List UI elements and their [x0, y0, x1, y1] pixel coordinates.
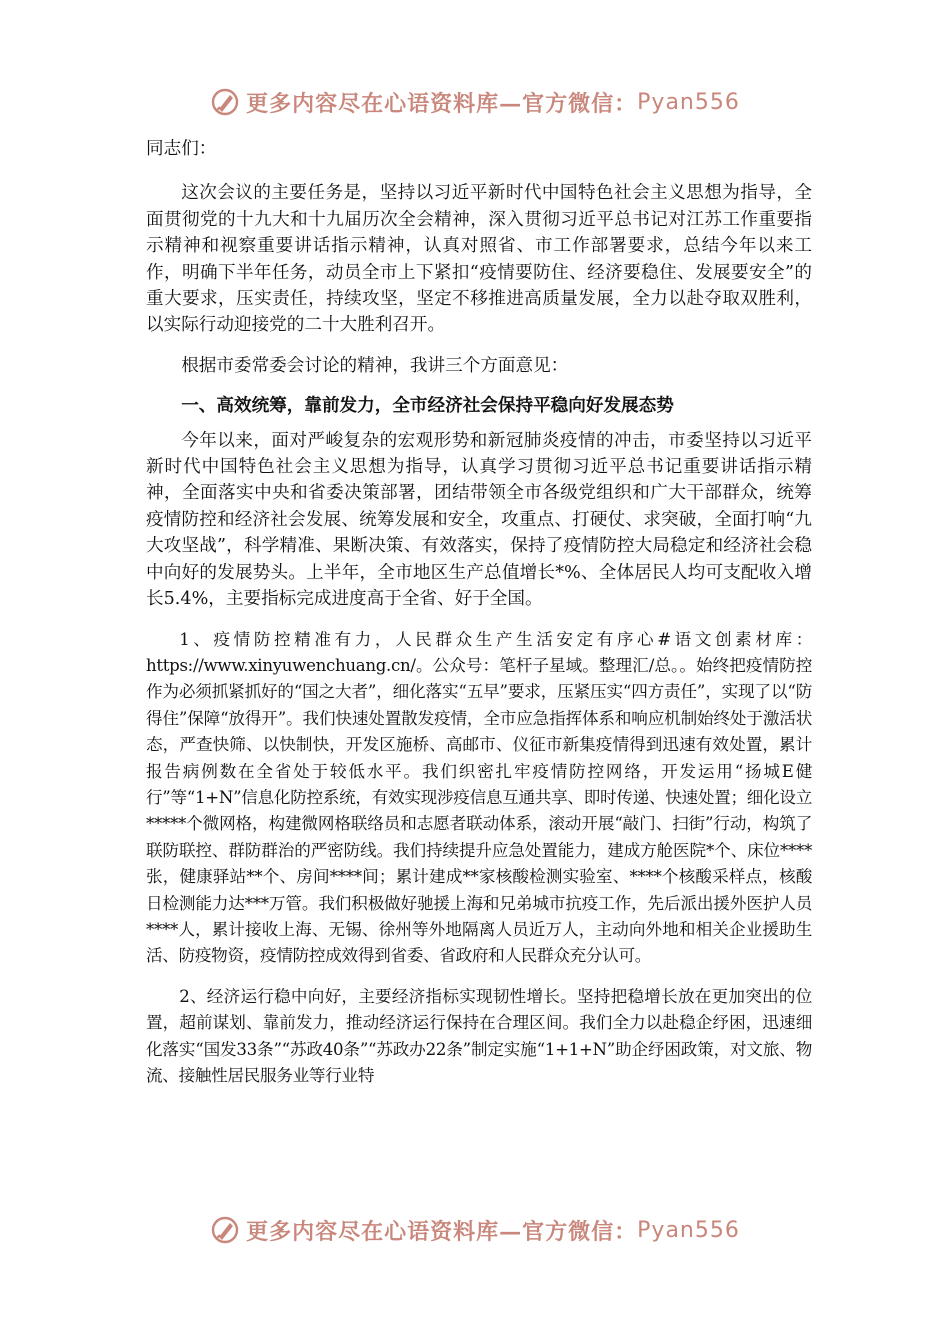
paragraph-outline: 根据市委常委会讨论的精神，我讲三个方面意见：	[181, 355, 569, 376]
watermark-text: 更多内容尽在心语资料库—官方微信：	[246, 90, 638, 117]
brand-logo-icon	[210, 1215, 240, 1245]
paragraph-item-1: 1、疫情防控精准有力，人民群众生产生活安定有序心#语文创素材库：https://www.xinyuwenchuang.cn/。公众号：笔杆子星域。整理汇/总。。始终把疫情防控作为必须抓紧抓好的“国之大者”，细化落实“五早”要求，压紧压实“四方责任”，实现了以“防得住”保障“放得开”。我们快速处置散发疫情，全市应急指挥体系和响应机制始终处于激活状态，严查快筛、以快制快，开发区施桥、高邮市、仪征市新集疫情得到迅速有效处置，累计报告病例数在全省处于较低水平。我们织密扎牢疫情防控网络，开发运用“扬城E健行”等“1+N”信息化防控系统，有效实现涉疫信息互通共享、即时传递、快速处置；细化设立*****个微网格，构建微网格联络员和志愿者联动体系，滚动开展“敲门、扫街”行动，构筑了联防联控、群防群治的严密防线。我们持续提升应急处置能力，建成方舱医院*个、床位****张，健康驿站**个、房间****间；累计建成**家核酸检测实验室、****个核酸采样点，核酸日检测能力达***万管。我们积极做好驰援上海和兄弟城市抗疫工作，先后派出援外医护人员****人，累计接收上海、无锡、徐州等外地隔离人员近万人，主动向外地和相关企业援助生活、防疫物资，疫情防控成效得到省委、省政府和人民群众充分认可。	[146, 629, 812, 966]
greeting: 同志们：	[146, 139, 217, 159]
paragraph-section1-intro: 今年以来，面对严峻复杂的宏观形势和新冠肺炎疫情的冲击，市委坚持以习近平新时代中国特色社会主义思想为指导，认真学习贯彻习近平总书记重要讲话指示精神，全面落实中央和省委决策部署，团结带领全市各级党组织和广大干部群众，统筹疫情防控和经济社会发展、统筹发展和安全，攻重点、打硬仗、求突破，全面打响“九大攻坚战”，科学精准、果断决策、有效落实，保持了疫情防控大局稳定和经济社会稳中向好的发展势头。上半年，全市地区生产总值增长*%、全体居民人均可支配收入增长5.4%，主要指标完成进度高于全省、好于全国。	[146, 430, 812, 610]
brand-logo-icon	[210, 87, 240, 117]
paragraph-task: 这次会议的主要任务是，坚持以习近平新时代中国特色社会主义思想为指导，全面贯彻党的十九大和十九届历次全会精神，深入贯彻习近平总书记对江苏工作重要指示精神和视察重要讲话指示精神，认真对照省、市工作部署要求，总结今年以来工作，明确下半年任务，动员全市上下紧扣“疫情要防住、经济要稳住、发展要安全”的重大要求，压实责任，持续攻坚，坚定不移推进高质量发展，全力以赴夺取双胜利，以实际行动迎接党的二十大胜利召开。	[146, 183, 812, 336]
section-heading-1: 一、高效统筹，靠前发力，全市经济社会保持平稳向好发展态势	[181, 395, 674, 417]
document-body	[146, 136, 812, 1089]
watermark-header	[0, 82, 950, 122]
paragraph-item-2: 2、经济运行稳中向好，主要经济指标实现韧性增长。坚持把稳增长放在更加突出的位置，超前谋划、靠前发力，推动经济运行保持在合理区间。我们全力以赴稳企纾困，迅速细化落实“国发33条”“苏政40条”“苏政办22条”制定实施“1+1+N”助企纾困政策，对文旅、物流、接触性居民服务业等行业特	[146, 986, 812, 1085]
watermark-wechat: Pyan556	[637, 1217, 740, 1243]
watermark-text: 更多内容尽在心语资料库—官方微信：	[246, 1218, 638, 1245]
watermark-footer	[0, 1210, 950, 1250]
watermark-wechat: Pyan556	[637, 89, 740, 115]
